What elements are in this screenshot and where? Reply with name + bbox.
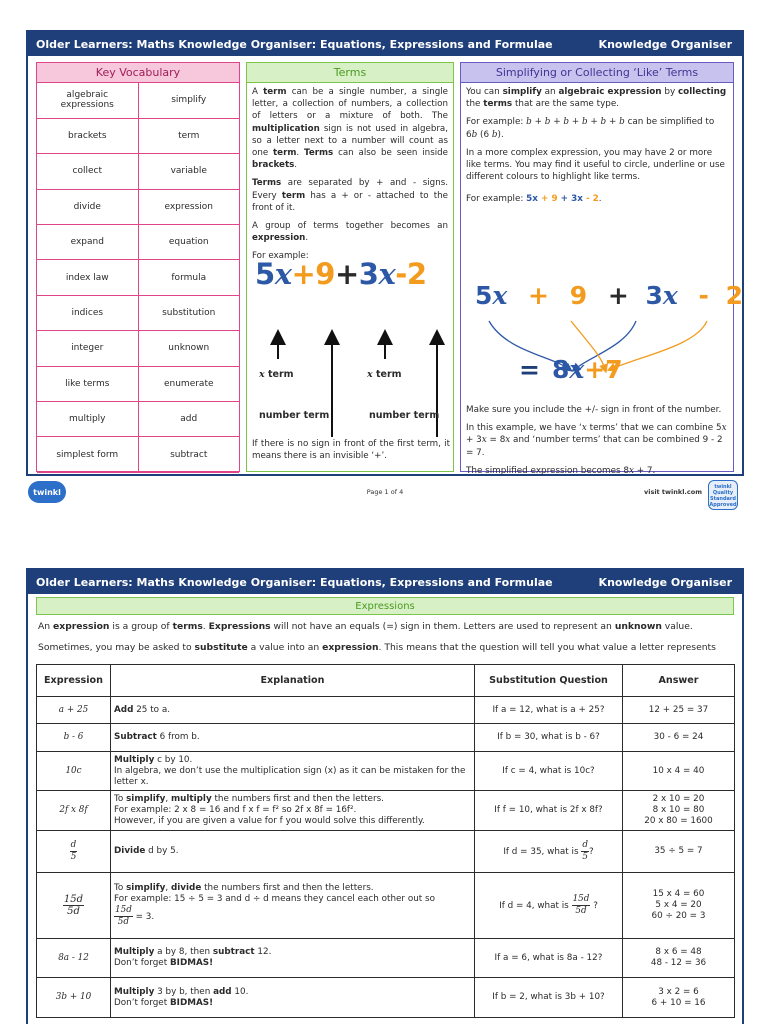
col-answer: Answer xyxy=(623,665,735,697)
vocab-row xyxy=(37,225,239,260)
vocab-word: divide xyxy=(37,189,138,224)
page-type: Knowledge Organiser xyxy=(598,37,732,51)
terms-for-example: For example: xyxy=(252,251,309,262)
vocab-word: formula xyxy=(138,260,239,295)
vocab-row xyxy=(37,260,239,295)
terms-heading: Terms xyxy=(247,63,453,83)
simp-result: = 8x+7 xyxy=(519,355,623,384)
vocab-word: brackets xyxy=(37,118,138,153)
vocab-row xyxy=(37,331,239,366)
page-1 xyxy=(26,30,744,508)
vocab-word: expand xyxy=(37,225,138,260)
terms-para-2: Terms are separated by + and - signs. Every term has a + or - attached to the front of it. xyxy=(252,178,448,213)
vocab-word: simplify xyxy=(138,83,239,118)
simp-para-4: For example: 5x + 9 + 3x - 2. xyxy=(466,194,602,205)
terms-expression: 5x+9+3x-2 xyxy=(255,257,427,291)
page-header xyxy=(28,32,742,56)
vocab-word: index law xyxy=(37,260,138,295)
simp-para-5: Make sure you include the +/- sign in front of the number. xyxy=(466,405,722,415)
simp-para-7: The simplified expression becomes 8x + 7. xyxy=(466,465,656,476)
vocab-row xyxy=(37,366,239,401)
page-2 xyxy=(26,568,744,1024)
vocab-row xyxy=(37,189,239,224)
expressions-intro-1: An expression is a group of terms. Expressions will not have an equals (=) sign in them. Letters are used to represent an unknown value. xyxy=(38,621,693,632)
visit-link[interactable]: visit twinkl.com xyxy=(643,488,702,496)
vocab-word: substitution xyxy=(138,295,239,330)
key-vocabulary-panel xyxy=(36,62,240,472)
vocab-word: simplest form xyxy=(37,437,138,472)
vocab-word: add xyxy=(138,402,239,437)
vocab-word: multiply xyxy=(37,402,138,437)
page-header xyxy=(28,570,742,594)
terms-para-3: A group of terms together becomes an expression. xyxy=(252,221,448,244)
vocab-table xyxy=(37,83,239,473)
number-term-label-1: number term xyxy=(259,410,330,421)
vocab-word: variable xyxy=(138,154,239,189)
expressions-table xyxy=(36,664,735,1018)
terms-para-1: A term can be a single number, a single letter, a collection of numbers, a collection of letters or a mixture of both. The multiplication sign is not used in algebra, so a letter next to a number will count as one term. Terms can also be seen inside brackets. xyxy=(252,87,448,171)
simplifying-panel xyxy=(460,62,744,476)
x-term-label-1: x term xyxy=(259,369,294,380)
simplifying-heading: Simplifying or Collecting ‘Like’ Terms xyxy=(461,63,733,83)
table-header-row xyxy=(37,665,735,697)
vocab-row xyxy=(37,118,239,153)
key-vocabulary-heading: Key Vocabulary xyxy=(37,63,239,83)
terms-note: If there is no sign in front of the first term, it means there is an invisible ‘+’. xyxy=(252,439,450,462)
number-term-label-2: number term xyxy=(369,410,440,421)
vocab-word: like terms xyxy=(37,366,138,401)
vocab-word: algebraic expressions xyxy=(37,83,138,118)
expressions-heading: Expressions xyxy=(36,597,734,615)
vocab-row xyxy=(37,154,239,189)
table-row: 10c Multiply c by 10. In algebra, we don’t use the multiplication sign (x) as it can be mistaken for the letter x. If c = 4, what is 10c? 10 x 4 = 40 xyxy=(37,752,735,791)
simp-para-2: For example: b + b + b + b + b + b can be simplified to 6b (6 b). xyxy=(466,117,715,140)
page-footer xyxy=(28,478,742,518)
vocab-word: enumerate xyxy=(138,366,239,401)
terms-arrows xyxy=(247,299,455,419)
terms-panel xyxy=(246,62,454,472)
vocab-row xyxy=(37,83,239,118)
x-term-label-2: x term xyxy=(367,369,402,380)
table-row: 8a - 12 Multiply a by 8, then subtract 12. Don’t forget BIDMAS! If a = 6, what is 8a - 12? 8 x 6 = 48 48 - 12 = 36 xyxy=(37,939,735,978)
vocab-word: subtract xyxy=(138,437,239,472)
vocab-word: indices xyxy=(37,295,138,330)
page-title: Older Learners: Maths Knowledge Organiser: Equations, Expressions and Formulae xyxy=(36,575,553,589)
table-row: a + 25 Add 25 to a. If a = 12, what is a + 25? 12 + 25 = 37 xyxy=(37,697,735,724)
quality-badge-icon: twinkl Quality Standard Approved xyxy=(708,480,738,510)
vocab-word: term xyxy=(138,118,239,153)
table-row: $\frac{d}{5}$ Divide d by 5. If d = 35, what is $\frac{d}{5}$ ? 35 ÷ 5 = 7 xyxy=(37,831,735,873)
col-explanation: Explanation xyxy=(111,665,475,697)
vocab-word: integer xyxy=(37,331,138,366)
table-row: 3b + 10 Multiply 3 by b, then add 10. Don’t forget BIDMAS! If b = 2, what is 3b + 10? 3 x 2 = 6 6 + 10 = 16 xyxy=(37,978,735,1018)
table-row: b - 6 Subtract 6 from b. If b = 30, what is b - 6? 30 - 6 = 24 xyxy=(37,724,735,752)
simp-big-expression: 5x + 9 + 3x - 2 xyxy=(475,281,744,310)
vocab-row xyxy=(37,295,239,330)
table-row: $\frac{15d}{5d}$ To simplify, divide the numbers first and then the letters. For example: 15 ÷ 5 = 3 and d ÷ d means they cancel each other out so $\frac{15d}{5d}$ = 3. If d = 4, what is $\frac{15d}{5d}$ ? 15 x 4 = 60 5 x 4 = 20 60 ÷ 20 = 3 xyxy=(37,873,735,939)
col-expression: Expression xyxy=(37,665,111,697)
vocab-word: unknown xyxy=(138,331,239,366)
page-title: Older Learners: Maths Knowledge Organiser: Equations, Expressions and Formulae xyxy=(36,37,553,51)
twinkl-logo[interactable]: twinkl xyxy=(28,481,66,503)
vocab-word: collect xyxy=(37,154,138,189)
col-substitution-question: Substitution Question xyxy=(475,665,623,697)
vocab-word: equation xyxy=(138,225,239,260)
vocab-word: expression xyxy=(138,189,239,224)
vocab-row xyxy=(37,402,239,437)
page-type: Knowledge Organiser xyxy=(598,575,732,589)
page-number: Page 1 of 4 xyxy=(366,488,404,496)
simp-para-1: You can simplify an algebraic expression by collecting the terms that are the same type. xyxy=(466,87,727,110)
vocab-row xyxy=(37,437,239,472)
expressions-intro-2: Sometimes, you may be asked to substitute a value into an expression. This means that the question will tell you what value a letter represents xyxy=(38,642,716,653)
simp-para-6: In this example, we have ‘x terms’ that we can combine 5x + 3x = 8x and ‘number terms’ that can be combined 9 - 2 = 7. xyxy=(466,423,727,458)
table-row: 2f x 8f To simplify, multiply the numbers first and then the letters. For example: 2 x 8 = 16 and f x f = f² so 2f x 8f = 16f². However, if you are given a value for f you would solve this differently. If f = 10, what is 2f x 8f? 2 x 10 = 20 8 x 10 = 80 20 x 80 = 1600 xyxy=(37,791,735,831)
simp-para-3: In a more complex expression, you may have 2 or more like terms. You may find it useful to circle, underline or use different colours to highlight like terms. xyxy=(466,147,725,183)
